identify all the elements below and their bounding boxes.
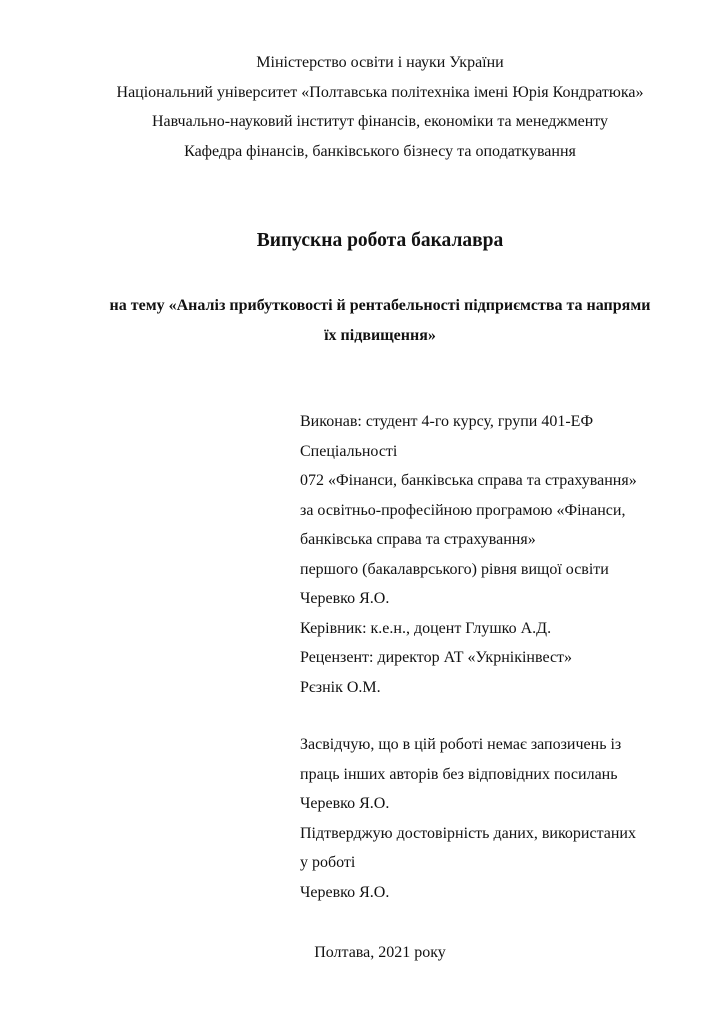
degree-level-line: першого (бакалаврського) рівня вищої освіти <box>300 560 609 578</box>
department-line: Кафедра фінансів, банківського бізнесу та оподаткування <box>184 142 576 160</box>
author-line: Виконав: студент 4-го курсу, групи 401-ЕФ <box>300 413 594 430</box>
city-year-footer: Полтава, 2021 року <box>314 944 446 961</box>
reviewer-name: Рєзнік О.М. <box>300 678 381 696</box>
specialty-value: 072 «Фінанси, банківська справа та страхування» <box>300 472 637 489</box>
program-line-1: за освітньо-професійною програмою «Фінанси, <box>300 501 626 519</box>
supervisor-line: Керівник: к.е.н., доцент Глушко А.Д. <box>300 619 552 637</box>
topic-line-2: їх підвищення» <box>324 327 436 344</box>
declaration-line-1: Засвідчую, що в цій роботі немає запозичень із <box>300 736 622 753</box>
reviewer-line: Рецензент: директор АТ «Укрнікінвест» <box>300 649 573 666</box>
program-line-2: банківська справа та страхування» <box>300 531 536 548</box>
author-name: Черевко Я.О. <box>300 590 390 607</box>
originality-declaration <box>300 730 680 907</box>
topic-line-1: на тему «Аналіз прибутковості й рентабельності підприємства та напрями <box>109 297 651 314</box>
declaration-signature-1: Черевко Я.О. <box>300 795 390 812</box>
university-line: Національний університет «Полтавська політехніка імені Юрія Кондратюка» <box>116 83 644 101</box>
ministry-line: Міністерство освіти і науки України <box>256 54 504 71</box>
confirmation-line-1: Підтверджую достовірність даних, використаних <box>300 824 636 842</box>
specialty-label: Спеціальності <box>300 442 398 460</box>
author-details <box>300 407 680 702</box>
confirmation-line-2: у роботі <box>300 854 356 871</box>
institution-header <box>40 48 720 166</box>
declaration-line-2: праць інших авторів без відповідних посилань <box>300 765 618 783</box>
declaration-signature-2: Черевко Я.О. <box>300 883 390 901</box>
thesis-topic <box>80 291 680 351</box>
document-title: Випускна робота бакалавра <box>256 230 504 251</box>
institute-line: Навчально-науковий інститут фінансів, економіки та менеджменту <box>151 113 609 130</box>
